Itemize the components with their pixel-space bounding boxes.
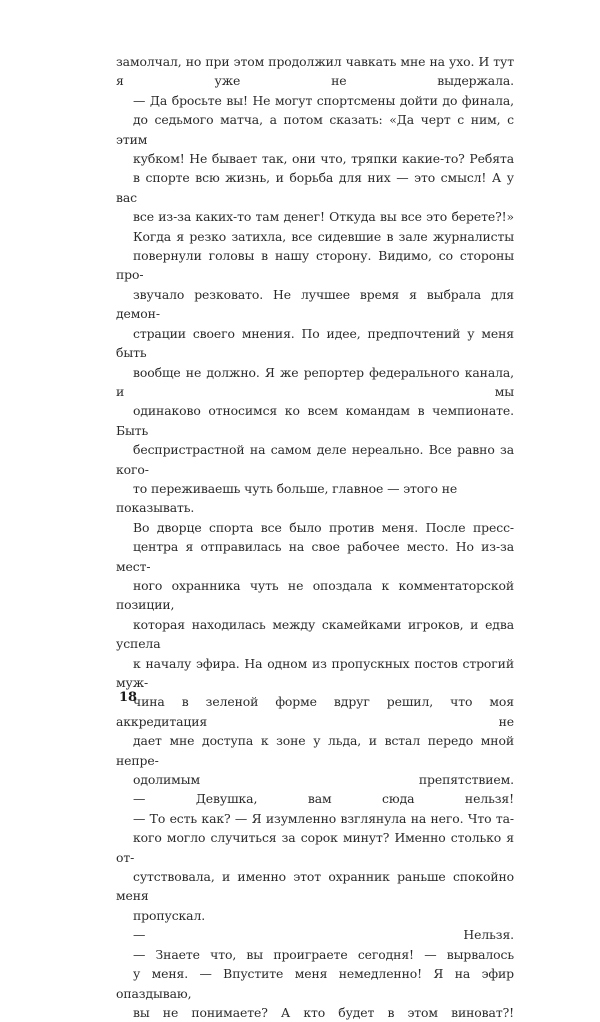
paragraph bbox=[116, 91, 514, 227]
page-body bbox=[116, 52, 514, 1022]
text-line: вы не понимаете? А кто будет в этом виноват?! bbox=[133, 1004, 514, 1020]
text-line: до седьмого матча, а потом сказать: «Да черт с ним, с этим bbox=[116, 112, 514, 147]
text-line: то переживаешь чуть больше, главное — этого не показывать. bbox=[116, 480, 458, 516]
text-line: — Знаете что, вы проиграете сегодня! — вырвалось bbox=[133, 946, 514, 962]
paragraph bbox=[116, 518, 514, 790]
text-line: дает мне доступа к зоне у льда, и встал передо мной непре- bbox=[116, 733, 514, 768]
text-line: ного охранника чуть не опоздала к комментаторской позиции, bbox=[116, 577, 514, 613]
text-line: повернули головы в нашу сторону. Видимо, со стороны про- bbox=[116, 248, 514, 283]
paragraph bbox=[116, 945, 514, 1022]
text-line: все из-за каких-то там денег! Откуда вы все это берете?!» bbox=[133, 209, 514, 225]
text-line: кубком! Не бывает так, они что, тряпки какие-то? Ребята bbox=[133, 151, 514, 167]
text-line: одолимым препятствием. bbox=[133, 772, 514, 788]
text-line: — Девушка, вам сюда нельзя! bbox=[133, 791, 514, 807]
paragraph bbox=[116, 925, 514, 944]
text-line: — Нельзя. bbox=[133, 927, 514, 943]
text-line: кого могло случиться за сорок минут? Именно столько я от- bbox=[116, 830, 514, 865]
paragraph bbox=[116, 809, 514, 925]
text-line: одинаково относимся ко всем командам в чемпионате. Быть bbox=[116, 403, 514, 438]
text-line: звучало резковато. Не лучшее время я выбрала для демон- bbox=[116, 286, 514, 322]
text-line: беспристрастной на самом деле нереально. Все равно за кого- bbox=[116, 442, 514, 477]
text-line: сутствовала, и именно этот охранник раньше спокойно меня bbox=[116, 869, 514, 904]
text-line: — То есть как? — Я изумленно взглянула на него. Что та- bbox=[133, 810, 514, 826]
text-line: в спорте всю жизнь, и борьба для них — это смысл! А у вас bbox=[116, 170, 514, 205]
text-line: Во дворце спорта все было против меня. После пресс- bbox=[133, 519, 514, 535]
text-line: чина в зеленой форме вдруг решил, что моя аккредитация не bbox=[116, 694, 514, 729]
text-line: Когда я резко затихла, все сидевшие в зале журналисты bbox=[133, 228, 514, 244]
text-line: центра я отправилась на свое рабочее место. Но из-за мест- bbox=[116, 539, 514, 574]
text-line: которая находилась между скамейками игроков, и едва успела bbox=[116, 616, 514, 652]
text-line: вообще не должно. Я же репортер федерального канала, и мы bbox=[116, 364, 514, 399]
text-line: к началу эфира. На одном из пропускных постов строгий муж- bbox=[116, 655, 514, 690]
page-number: 18 bbox=[119, 690, 138, 705]
paragraph bbox=[116, 789, 514, 808]
text-line: я уже не выдержала. bbox=[116, 73, 514, 89]
text-line: у меня. — Впустите меня немедленно! Я на эфир опаздываю, bbox=[116, 966, 514, 1001]
text-line: замолчал, но при этом продолжил чавкать мне на ухо. И тут bbox=[116, 54, 514, 69]
paragraph bbox=[116, 52, 514, 91]
paragraph bbox=[116, 227, 514, 518]
text-line: страции своего мнения. По идее, предпочтений у меня быть bbox=[116, 325, 514, 361]
text-line: — Да бросьте вы! Не могут спортсмены дойти до финала, bbox=[133, 92, 514, 108]
text-line: пропускал. bbox=[133, 907, 206, 923]
